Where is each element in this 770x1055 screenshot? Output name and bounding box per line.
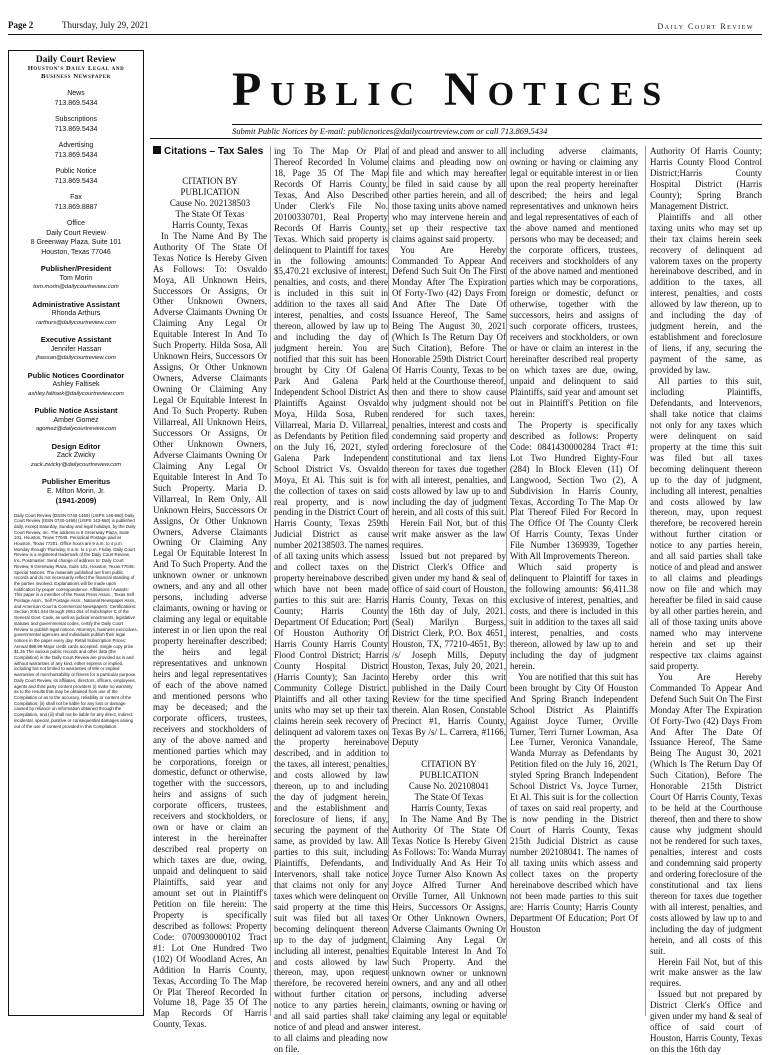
notice-body: of and plead and answer to all claims and pleading now on file and which may hereafter be filed in said cause by all other parties herein, and all of those taxing units above named who may intervene herein and set up their respective tax claims against said property. — [392, 146, 506, 244]
page-title: Public Notices — [232, 63, 671, 116]
email-link[interactable]: rarthurs@dailycourtreview.com — [36, 319, 116, 326]
notice-body: All parties to this suit, including Plaintiffs, Defendants, and Intervenors, shall take notice that claims not only for any taxes which were delinquent on said property at the time this suit was filed but all taxes becoming delinquent thereon up to the day of judgment, including all interest, penalties and costs allowed by law thereon, may, upon request therefore, be recovered herein without further citation or notice to any parties herein, and all said parties shall take notice of and plead and answer to all claims and pleadings now on file and which may hereafter be filed in said cause by all other parties herein, and all of those taxing units above named who may intervene herein and set up their respective tax claims against said property. — [650, 376, 762, 671]
notice-body: You Are Hereby Commanded To Appear And Defend Such Suit On The First Monday After The Expiration Of Forty-Two (42) Days From And After The Date Of Issuance Hereof, The Same Being The August 30, 2021 (Which Is The Return Day Of Such Citation), Before The Honorable 215th District Court Of Harris County, Texas to be held at the Courthouse thereof, then and there to show cause why judgment should not be rendered for such taxes, penalties, interest and costs and condemning said property and ordering foreclosure of the constitutional and tax liens thereon for taxes due together with all interest, penalties, and costs allowed by law up to and including the day of judgment herein, and all costs of this suit. — [650, 671, 762, 956]
notice-body: Which said property is delinquent to Plaintiff for taxes in the following amounts: $6,411.38 exclusive of interest, penalties, and costs, and there is included in this suit in addition to the taxes all said interest, penalties, and costs thereon, allowed by law up to and including the day of judgment herein. — [510, 562, 638, 671]
staff-notices-coordinator: Public Notices Coordinator Ashley Faltisek ashley.faltisek@dailycourtreview.com — [14, 371, 138, 400]
section-label: Citations – Tax Sales — [153, 146, 267, 158]
citation-heading: CITATION BY PUBLICATION — [419, 759, 479, 781]
title-rule — [232, 124, 762, 125]
staff-publisher: Publisher/President Tom Morin tom.morin@dailycourtreview.com — [14, 264, 138, 293]
staff-notice-assistant: Public Notice Assistant Amber Gomez agomez@dailycourtreview.com — [14, 406, 138, 435]
notice-body: In The Name And By The Authority Of The State Of Texas Notice Is Hereby Given As Follows: To: Osvaldo Moya, All Unknown Heirs, Successors Or Assigns, Or Other Unknown Owners, Adverse Claimants Owning Or Claiming Any Legal Or Equitable Interest In And To Such Property. Hilda Sosa, All Unknown Heirs, Successors Or Assigns, Or Other Unknown Owners, Adverse Claimants Owning Or Claiming Any Legal Or Equitable Interest In And To Such Property. Ruben Villarreal, All Unknown Heirs, Successors Or Assigns, Or Other Unknown Owners, Adverse Claimants Owning Or Claiming Any Legal Or Equitable Interest In And To Such Property. Maria D. Villarreal, In Rem Only, All Unknown Heirs, Successors Or Assigns, Or Other Unknown Owners, Adverse Claimants Owning Or Claiming Any Legal Or Equitable Interest In And To Such Property. And the unknown owner or unknown owners, and any and all other persons, including adverse claimants, owning or having or claiming any legal or equitable interest in or lien upon the real property hereinafter described; the heirs and legal representatives and unknown heirs and legal representatives of each of the above named and mentioned persons who may be deceased; and the corporate officers, trustees, receivers and stockholders of any of the above named and mentioned parties which may be corporations, foreign or domestic, defunct or otherwise, together with the successors, heirs and assigns of such corporate officers, trustees, receivers and stockholders, or own or have or claim an interest in the hereinafter described real property on which taxes are due, owing, unpaid and delinquent to said Plaintiffs, said year and amount set out in Plaintiff's Petition on file herein: The Property is specifically described as follows: Property Code: 0700930000102 Tract #1: Lot One Hundred Two (102) Of Woodland Acres, An Addition In Harris County, Texas, According To The Map Or Plat Thereof Recorded In Volume 18, Page 35 Of The Map Records Of Harris County, Texas. — [153, 230, 267, 1030]
notice-body: Issued but not prepared by District Clerk's Office and given under my hand & seal of office of said court of Houston, Harris County, Texas on this the 16th day of July, 2021. (Seal) Marilyn Burgess, District Clerk, P.O. Box 4651, Houston, TX, 77210-4651, By: /s/ Joseph Mills, Deputy Houston, Texas, July 20, 2021, Hereby order this writ published in the Daily Court Review for the time specified therein. Alan Rosen, Constable Precinct #1, Harris County, Texas By /s/ L. Carrera, #1166, Deputy — [392, 551, 506, 748]
page-header — [8, 20, 762, 34]
email-link[interactable]: tom.morin@dailycourtreview.com — [33, 284, 119, 290]
contact-subscriptions: Subscriptions 713.869.5434 — [54, 116, 98, 133]
staff-admin-assistant: Administrative Assistant Rhonda Arthurs rarthurs@dailycourtreview.com — [14, 300, 138, 329]
column-divider — [388, 146, 389, 1016]
notice-body: You are notified that this suit has been brought by City Of Houston And Spring Branch Independent School District As Plaintiffs Against Joyce Turner, Orville Turner, Terri Turner Lowman, Asa Lee Turner, Veronica Vanandale, Wanda Murray as Defendants by Petition filed on the July 16, 2021, styled Spring Branch Independent School District Vs. Joyce Turner, Et Al. This suit is for the collection of taxes on said real property, and is now pending in the District Court of Harris County, Texas 215th Judicial District as cause number 202108041. The names of all taxing units which assess and collect taxes on the property hereinabove described which have not been made parties to this suit are: Harris County; Harris County Department Of Education; Port Of Houston — [510, 671, 638, 934]
notice-body: Herein Fail Not, but of this writ make answer as the law requires. — [650, 956, 762, 989]
notice-column-5 — [650, 146, 762, 1055]
notice-column-2 — [274, 146, 388, 1055]
masthead-title: Daily Court Review — [35, 55, 117, 65]
submit-notice-line: Submit Public Notices by E-mail: publicnotices@dailycourtreview.com or call 713.869.5434 — [232, 126, 548, 136]
contact-advertising: Advertising 713.869.5434 — [54, 142, 98, 159]
header-rule — [8, 34, 762, 35]
notice-body: You Are Hereby Commanded To Appear And Defend Such Suit On The First Monday After The Expiration Of Forty-Two (42) Days From And After The Date Of Issuance Hereof, The Same Being The August 30, 2021 (Which Is The Return Day Of Such Citation), Before The Honorable 259th District Court Of Harris County, Texas to be held at the Courthouse thereof, then and there to show cause why judgment should not be rendered for such taxes, penalties, interest and costs and condemning said property and ordering foreclosure of the constitutional and tax liens thereon for taxes due together with all interest, penalties, and costs allowed by law up to and including the day of judgment herein, and all costs of this suit. — [392, 244, 506, 518]
state-line: The State Of Texas — [414, 792, 484, 803]
column-divider — [506, 146, 507, 1016]
legal-fine-print: Daily Court Review (DSSN 0740-1469) (USPS 146-660) Daily Court Review (ISSN 0740-1469) (USPS 142-660) is published daily, except Saturday, Sunday and legal holidays, by the Daily Court Review, Inc. The address is 8 Greenway Plaza, Suite 101, Houston, Texas 77046. Periodical Postage paid at Houston, Texas 77201. Office hours are 9 a.m. to 4 p.m. Monday through Thursday, 9 a.m. to 1 p.m. Friday. Daily Court Review is a registered trademark of the Daily Court Review, Inc. Postmaster: Send change of address to: Daily Court Review, 8 Greenway Plaza, Suite 101, Houston, Texas 77046. Special Notices: The materials published are from public records and do not necessarily reflect the financial standing of the parties involved. Explanations will be made upon notification by proper correspondence. Affiliations / Awards: This paper is a member of the Texas Press Assoc., Texas Self Postage Assn., Self Postage Assn., National Newspaper Assn., and American Court & Commercial Newspapers. Certifications: Section 2051.044 through 2051.051 of Subchapter C of the General Govt. Code, as well as judicial enactments, legislative statutes and governmental codes, certify the Daily Court Review to publish legal notices. Attorneys, business executives, governmental agencies and individuals publish their legal notices in the paper every day. Retail Subscription Prices: Annual $99.99 Major credit cards accepted. Single copy price $1.25 The various public records and other data (the Compilation) in the Daily Court Review are provided as is and without warranties of any kind, either express or implied, including but not limited to warranties of title or implied warranties of merchantability or fitness for a particular purpose. Daily Court Review, its affiliates, directors, officers, employees, agents and third party content providers (i) make no warranty as to the results that may be obtained from use of the Compilation or as to the accuracy, reliability or content of the Compilation, (ii) shall not be liable for any loss or damage caused by reliance on information obtained through the Compilation, and (iii) shall not be liable for any direct, indirect, incidental, special, punitive or consequential damages arising out of the use of content provided in this Compilation. — [14, 512, 138, 729]
notice-column-1 — [153, 146, 267, 1030]
square-bullet-icon — [153, 146, 161, 154]
notice-body: Plaintiffs and all other taxing units who may set up their tax claims herein seek recovery of delinquent ad valorem taxes on the property hereinabove described, and in addition to the taxes, all interest, penalties, and costs allowed by law thereon, up to and including the day of judgment herein, and the establishment and foreclosure of liens, if any, securing the payment of the same, as provided by law. — [650, 211, 762, 376]
paper-name: Daily Court Review — [657, 22, 754, 31]
column-divider — [645, 146, 646, 1016]
column-divider — [270, 146, 271, 1016]
masthead-box — [8, 50, 144, 1016]
notice-body: including adverse claimants, owning or having or claiming any legal or equitable interest in or lien upon the real property hereinafter described; the heirs and legal representatives and unknown heirs and legal representatives of each of the above named and mentioned persons who may be deceased; and the corporate officers, trustees, receivers and stockholders of any of the above named and mentioned parties which may be corporations, foreign or domestic, defunct or otherwise, together with the successors, heirs and assigns of such corporate officers, trustees, receivers and stockholders, or own or have or claim an interest in the hereinafter described real property on which taxes are due, owing, unpaid and delinquent to said Plaintiffs, said year and amount set out in Plaintiff's Petition on file herein: — [510, 146, 638, 419]
email-link[interactable]: jhassan@dailycourtreview.com — [36, 355, 116, 361]
notice-body: The Property is specifically described as follows: Property Code: 0841430000284 Tract #1: Lot Two Hundred Eighty-Four (284) In Block Eleven (11) Of Langwood, Section Two (2), A Subdivision In Harris County, Texas, According To The Map Or Plat Thereof Filed For Record In The Office Of The County Clerk Of Harris County, Texas Under File Number 1369939, Together With All Improvements Thereon. — [510, 419, 638, 562]
cause-number: Cause No. 202108041 — [408, 781, 490, 792]
notice-body: Herein Fail Not, but of this writ make answer as the law requires. — [392, 518, 506, 551]
publisher-emeritus: Publisher Emeritus E. Milton Morin, Jr. (1941-2009) — [41, 477, 111, 505]
office-address: Office Daily Court Review 8 Greenway Plaza, Suite 101 Houston, Texas 77046 — [30, 220, 122, 256]
staff-design-editor: Design Editor Zack Zwicky zack.zwicky@dailycourtreview.com — [14, 442, 138, 471]
subtitle-rule — [150, 138, 762, 139]
notice-body: Issued but not prepared by District Clerk's Office and given under my hand & seal of office of said court of Houston, Harris County, Texas on this the 16th day — [650, 989, 762, 1055]
state-line: The State Of Texas — [175, 208, 245, 219]
contact-public-notice: Public Notice 713.869.5434 — [54, 168, 98, 185]
cause-number: Cause No. 202138503 — [169, 197, 251, 208]
contact-news: News 713.869.5434 — [54, 90, 98, 107]
email-link[interactable]: zack.zwicky@dailycourtreview.com — [30, 461, 122, 468]
issue-date: Thursday, July 29, 2021 — [62, 20, 149, 30]
staff-exec-assistant: Executive Assistant Jennifer Hassan jhassan@dailycourtreview.com — [14, 335, 138, 364]
contact-fax: Fax 713.869.8887 — [54, 194, 98, 211]
citation-heading: CITATION BY PUBLICATION — [180, 176, 240, 197]
county-line: Harris County, Texas — [411, 803, 487, 814]
notice-column-3 — [392, 146, 506, 1033]
notice-body: ing To The Map Or Plat Thereof Recorded In Volume 18, Page 35 Of The Map Records Of Harris County, Texas, And Also Described Under Clerk's File No. 20100330701, Real Property Records Of Harris County, Texas. Which said property is delinquent to Plaintiff for taxes in the following amounts: $5,470.21 exclusive of interest, penalties, and costs, and there is included in this suit in addition to the taxes all said interest, penalties, and costs thereon, allowed by law up to and including the day of judgment herein. You are notified that this suit has been brought by City Of Galena Park And Galena Park Independent School District As Plaintiffs Against Osvaldo Moya, Hilda Sosa, Ruben Villarreal, Maria D. Villarreal, as Defendants by Petition filed on the July 16, 2021, styled Galena Park Independent School District Vs. Osvaldo Moya, Et Al. This suit is for the collection of taxes on said real property, and is now pending in the District Court of Harris County, Texas 259th Judicial District as cause number 202138503. The names of all taxing units which assess and collect taxes on the property hereinabove described which have not been made parties to this suit are: Harris County; Harris County Department Of Education; Port Of Houston Authority Of Harris County Harris County Flood Control District; Harris County Hospital District (Harris County); San Jacinto Community College District. Plaintiffs and all other taxing units who may set up their tax claims herein seek recovery of delinquent ad valorem taxes on the property hereinabove described, and in addition to the taxes, all interest, penalties, and costs allowed by law thereon, up to and including the day of judgment herein, and the establishment and foreclosure of liens, if any, securing the payment of the same, as provided by law. All parties to this suit, including Plaintiffs, Defendants, and Intervenors, shall take notice that claims not only for any taxes which were delinquent on said property at the time this suit was filed but all taxes becoming delinquent thereon up to the day of judgment, including all interest, penalties and costs allowed by law thereon, may, upon request therefore, be recovered herein without further citation or notice to any parties herein, and all said parties shall take notice of and plead and answer to all claims and pleading now on file. — [274, 146, 388, 1055]
notice-body: Authority Of Harris County; Harris County Flood Control District;Harris County Hospital District (Harris County); Spring Branch Management District. — [650, 146, 762, 211]
masthead-tagline: Houston's Daily Legal and Business Newspaper — [27, 65, 125, 80]
notice-column-4 — [510, 146, 638, 1020]
notice-body: In The Name And By The Authority Of The State Of Texas Notice Is Hereby Given As Follows: To: Wanda Murray Individually And As Heir To Joyce Turner Also Known As Joyce Alfred Turner And Orville Turner, All Unknown Heirs, Successors Or Assigns, Or Other Unknown Owners, Adverse Claimants Owning Or Claiming Any Legal Or Equitable Interest In And To Such Property. And the unknown owner or unknown owners, and any and all other persons, including adverse claimants, owning or having or claiming any legal or equitable interest. — [392, 814, 506, 1033]
email-link[interactable]: agomez@dailycourtreview.com — [35, 426, 117, 432]
page-number: Page 2 — [8, 20, 34, 30]
email-link[interactable]: ashley.faltisek@dailycourtreview.com — [28, 390, 124, 397]
county-line: Harris County, Texas — [172, 219, 248, 230]
